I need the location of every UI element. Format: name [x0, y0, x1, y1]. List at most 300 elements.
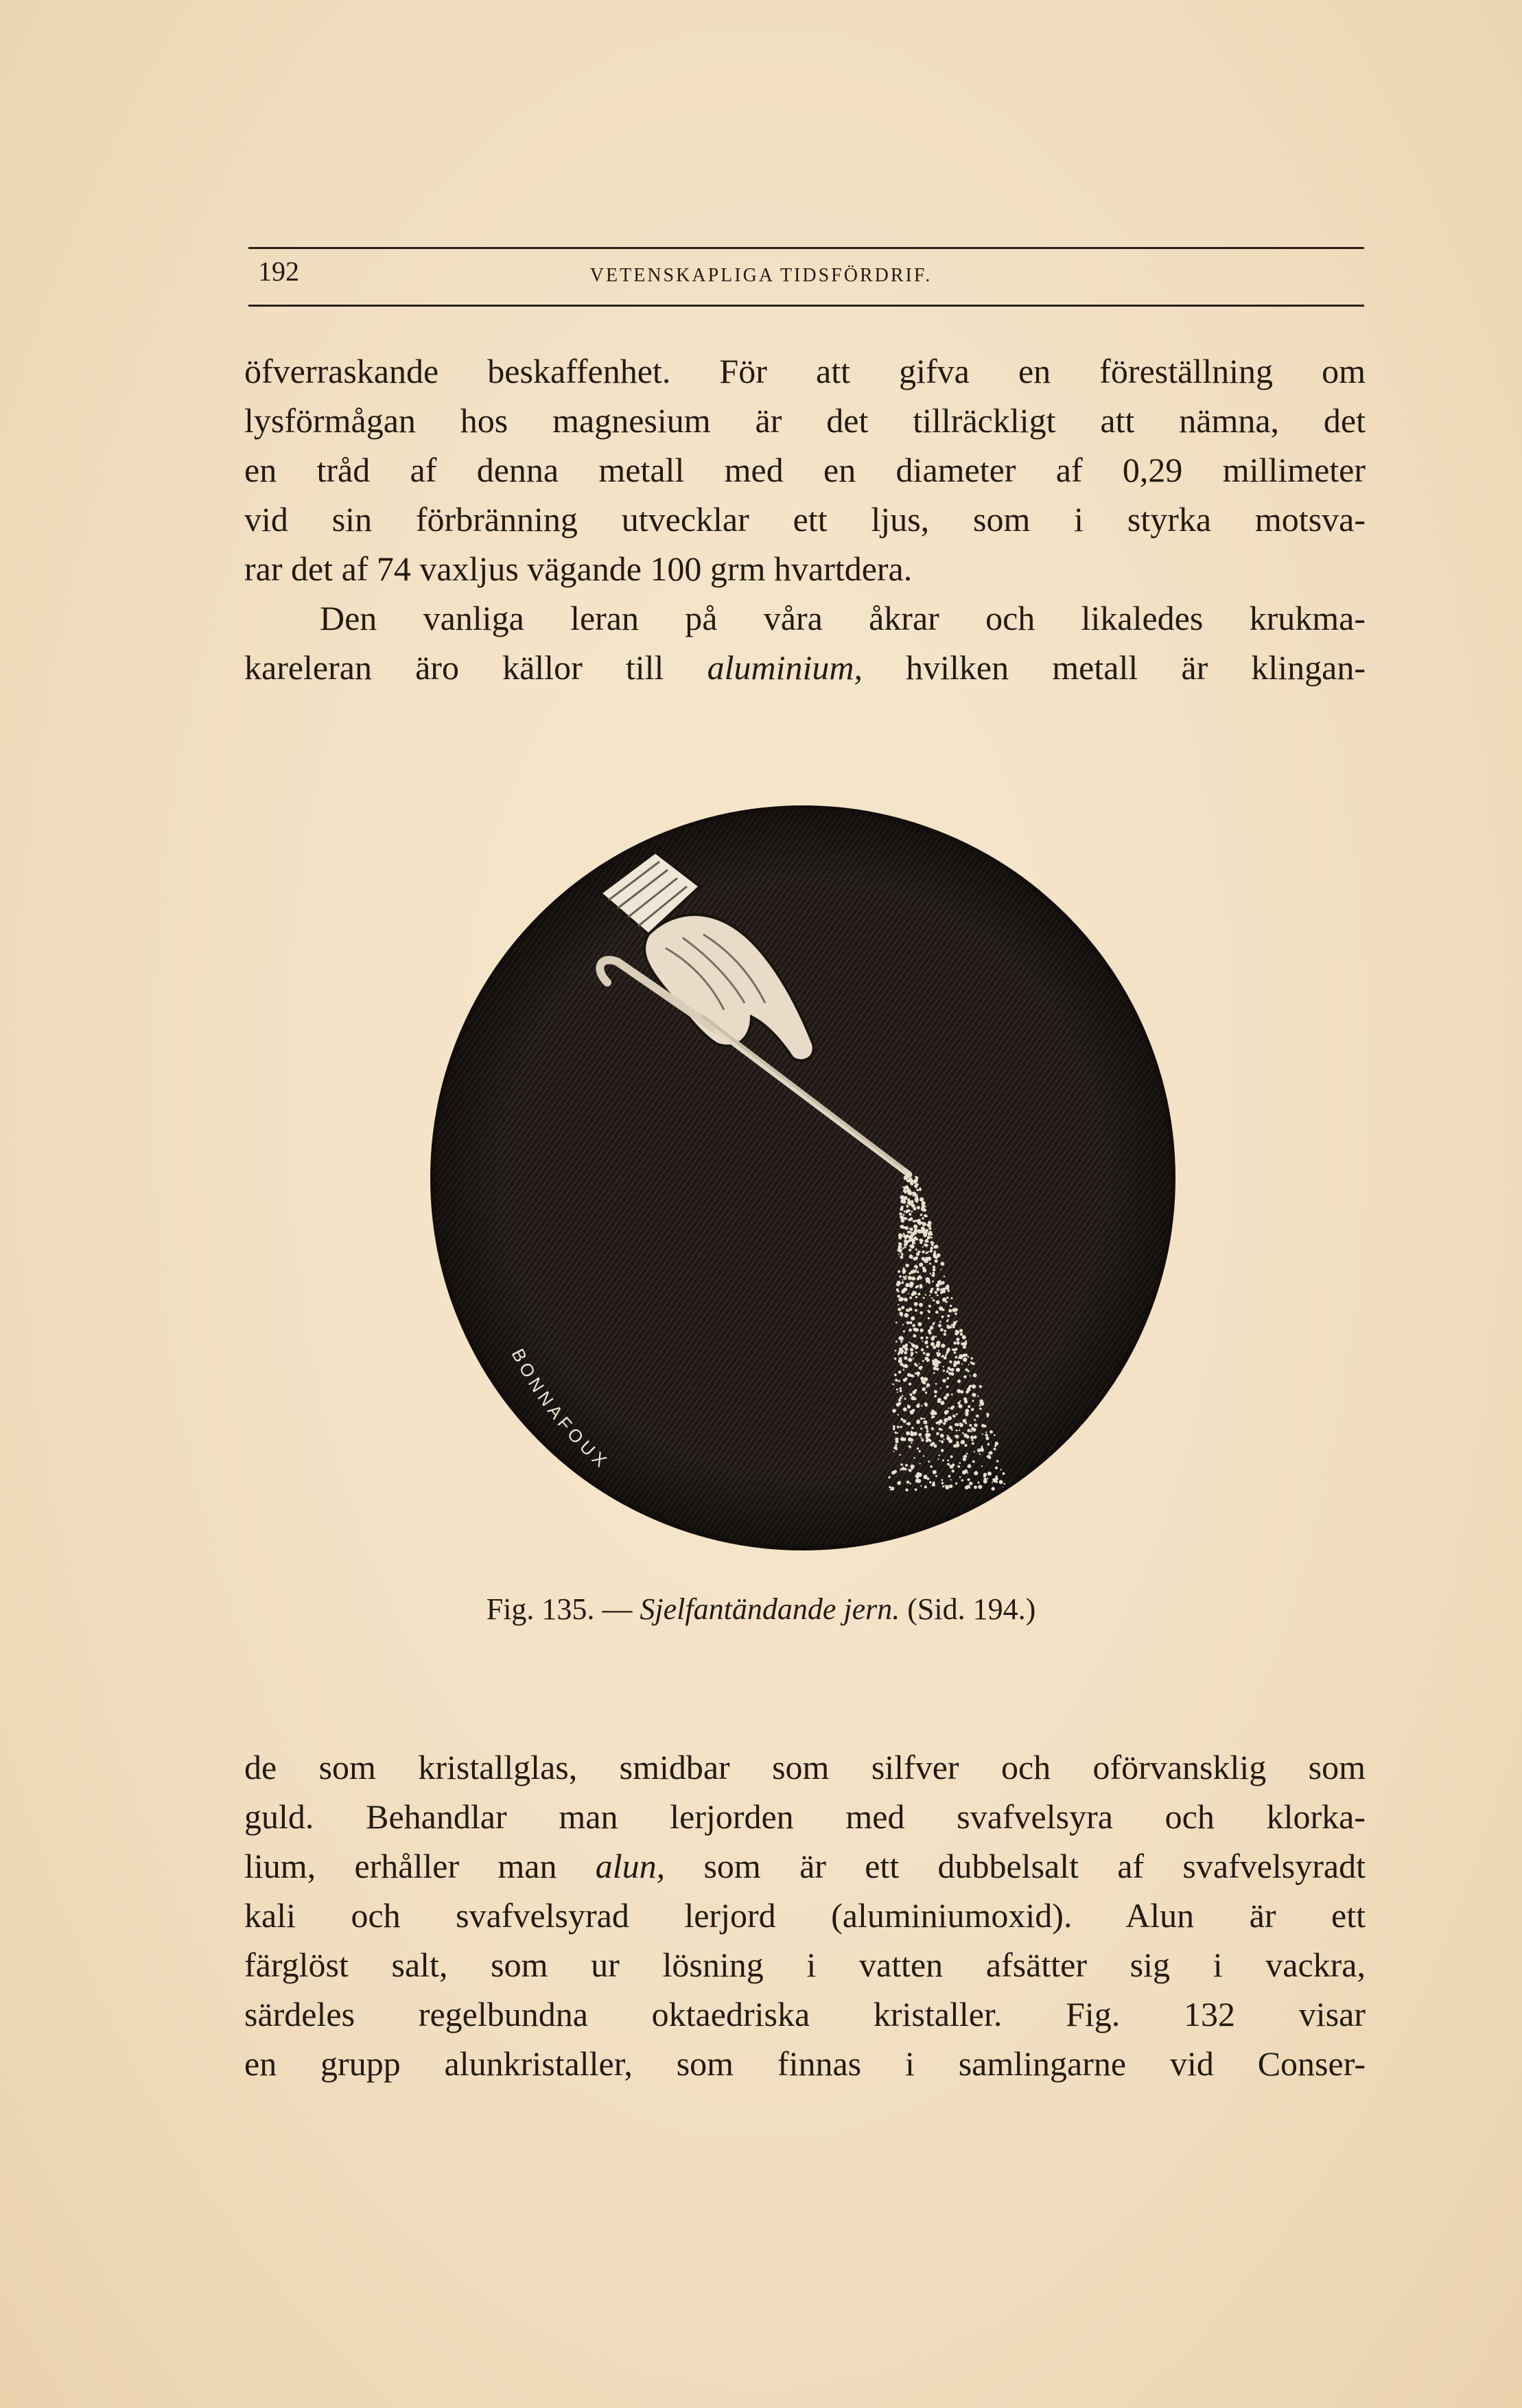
- spark: [916, 1404, 920, 1408]
- spark: [944, 1275, 946, 1277]
- spark: [949, 1360, 952, 1363]
- spark: [922, 1341, 924, 1342]
- spark: [934, 1251, 936, 1253]
- spark: [936, 1300, 940, 1304]
- spark: [926, 1433, 930, 1437]
- spark: [938, 1324, 941, 1327]
- spark: [941, 1479, 944, 1481]
- spark: [913, 1257, 917, 1260]
- spark: [965, 1409, 970, 1413]
- spark: [922, 1251, 925, 1254]
- spark: [933, 1416, 935, 1418]
- spark: [924, 1420, 928, 1424]
- text-line: öfverraskande beskaffenhet. För att gifva en föreställning om: [244, 352, 1366, 390]
- spark: [972, 1384, 976, 1389]
- spark: [901, 1306, 904, 1310]
- spark: [987, 1415, 989, 1417]
- spark: [949, 1426, 952, 1429]
- spark: [909, 1297, 912, 1299]
- spark: [950, 1305, 952, 1308]
- spark: [906, 1321, 910, 1325]
- spark: [932, 1442, 935, 1445]
- spark: [939, 1283, 941, 1285]
- spark: [910, 1227, 913, 1231]
- spark: [938, 1280, 941, 1284]
- spark: [904, 1468, 906, 1471]
- spark: [942, 1308, 945, 1311]
- spark: [895, 1341, 898, 1343]
- spark: [944, 1356, 947, 1360]
- spark: [921, 1348, 924, 1351]
- spark: [934, 1395, 937, 1397]
- spark: [920, 1251, 921, 1253]
- spark: [996, 1444, 998, 1445]
- spark: [900, 1351, 903, 1354]
- spark: [1000, 1469, 1002, 1470]
- spark: [900, 1341, 902, 1343]
- spark: [972, 1400, 974, 1402]
- spark: [907, 1405, 911, 1408]
- spark: [922, 1247, 924, 1248]
- spark: [900, 1437, 904, 1441]
- spark: [963, 1419, 967, 1423]
- spark: [945, 1485, 949, 1489]
- spark: [910, 1244, 914, 1249]
- spark: [928, 1227, 931, 1230]
- spark: [911, 1292, 915, 1296]
- spark: [931, 1297, 933, 1299]
- text-line: en grupp alunkristaller, som finnas i samlingarne vid Conser-: [244, 2044, 1366, 2083]
- spark: [914, 1302, 918, 1306]
- spark: [930, 1247, 933, 1249]
- spark: [915, 1328, 919, 1332]
- spark: [943, 1366, 944, 1367]
- spark: [909, 1255, 913, 1259]
- spark: [933, 1470, 937, 1474]
- spark: [964, 1469, 968, 1473]
- spark: [913, 1457, 915, 1459]
- spark: [947, 1463, 950, 1465]
- spark: [961, 1441, 965, 1444]
- spark: [904, 1211, 906, 1213]
- spark: [905, 1489, 908, 1491]
- spark: [990, 1431, 992, 1433]
- spark: [930, 1241, 933, 1244]
- spark: [930, 1412, 935, 1416]
- spark: [900, 1314, 903, 1317]
- spark: [920, 1417, 923, 1420]
- spark: [952, 1349, 955, 1351]
- spark: [946, 1351, 948, 1354]
- spark: [891, 1487, 895, 1491]
- spark: [959, 1404, 963, 1408]
- spark: [994, 1435, 996, 1437]
- spark: [920, 1214, 923, 1216]
- spark: [908, 1358, 912, 1362]
- spark: [931, 1244, 934, 1247]
- spark: [930, 1233, 933, 1236]
- spark: [909, 1393, 912, 1396]
- spark: [921, 1207, 925, 1212]
- spark: [932, 1274, 935, 1277]
- spark: [911, 1343, 913, 1345]
- spark: [957, 1402, 960, 1404]
- spark: [915, 1365, 917, 1367]
- text-line: en tråd af denna metall med en diameter af 0,29 millimeter: [244, 451, 1366, 489]
- spark: [958, 1380, 960, 1382]
- text-line: Den vanliga leran på våra åkrar och likaledes krukma-: [320, 599, 1366, 637]
- spark: [902, 1271, 905, 1274]
- spark: [933, 1299, 935, 1301]
- spark: [906, 1244, 907, 1246]
- spark: [912, 1324, 915, 1327]
- spark: [933, 1266, 935, 1268]
- spark: [895, 1432, 897, 1434]
- spark: [906, 1431, 910, 1435]
- spark: [944, 1333, 946, 1336]
- spark: [897, 1392, 898, 1393]
- spark: [933, 1322, 935, 1324]
- spark: [943, 1422, 946, 1425]
- spark: [910, 1200, 914, 1204]
- spark: [967, 1485, 970, 1488]
- spark: [971, 1408, 974, 1411]
- spark: [971, 1439, 973, 1441]
- spark: [904, 1347, 908, 1351]
- spark: [917, 1219, 920, 1222]
- spark: [972, 1461, 975, 1463]
- spark: [898, 1282, 901, 1284]
- spark: [963, 1456, 964, 1457]
- spark: [974, 1424, 977, 1427]
- spark: [968, 1478, 970, 1481]
- spark: [899, 1347, 903, 1351]
- text-run: hvilken metall är klingan-: [863, 648, 1366, 687]
- spark: [947, 1435, 949, 1437]
- spark: [927, 1251, 929, 1253]
- spark: [893, 1470, 897, 1474]
- spark: [929, 1295, 930, 1296]
- text-run: lium, erhåller man: [244, 1847, 596, 1885]
- spark: [898, 1380, 900, 1382]
- spark: [905, 1275, 907, 1277]
- text-line: rar det af 74 vaxljus vägande 100 grm hvartdera.: [244, 550, 913, 588]
- spark: [964, 1444, 967, 1447]
- spark: [893, 1451, 894, 1452]
- spark: [972, 1442, 974, 1445]
- spark: [895, 1321, 898, 1323]
- spark: [928, 1305, 931, 1308]
- spark: [916, 1372, 919, 1375]
- caption-reference: (Sid. 194.): [907, 1592, 1036, 1626]
- spark: [920, 1437, 922, 1439]
- spark: [917, 1322, 922, 1326]
- spark: [914, 1397, 917, 1400]
- spark: [903, 1408, 907, 1412]
- spark: [898, 1414, 899, 1415]
- spark: [957, 1389, 961, 1393]
- text-line: lysförmågan hos magnesium är det tillräckligt att nämna, det: [244, 401, 1366, 440]
- spark: [909, 1382, 911, 1385]
- spark: [974, 1485, 977, 1489]
- spark: [900, 1234, 903, 1237]
- spark: [950, 1479, 952, 1480]
- spark: [967, 1388, 971, 1392]
- spark: [941, 1315, 944, 1318]
- spark: [972, 1393, 976, 1397]
- spark: [920, 1377, 924, 1381]
- spark: [910, 1348, 913, 1351]
- spark: [979, 1453, 981, 1454]
- text-line: kali och svafvelsyrad lerjord (aluminiumoxid). Alun är ett: [244, 1896, 1366, 1935]
- spark: [903, 1419, 906, 1423]
- spark: [979, 1404, 981, 1406]
- spark: [944, 1396, 948, 1400]
- spark: [913, 1358, 914, 1359]
- spark: [981, 1445, 983, 1448]
- spark: [913, 1225, 917, 1229]
- spark: [939, 1343, 940, 1345]
- spark: [906, 1309, 909, 1312]
- spark: [948, 1290, 950, 1292]
- spark: [939, 1428, 941, 1430]
- spark: [981, 1424, 985, 1428]
- spark: [950, 1368, 954, 1371]
- spark: [906, 1423, 907, 1424]
- spark: [938, 1350, 939, 1351]
- spark: [915, 1221, 916, 1223]
- spark: [995, 1467, 998, 1469]
- spark: [898, 1249, 902, 1253]
- spark: [935, 1445, 937, 1447]
- spark: [926, 1229, 928, 1231]
- spark: [946, 1370, 949, 1373]
- spark: [992, 1482, 993, 1483]
- spark: [905, 1174, 909, 1177]
- spark: [917, 1206, 920, 1209]
- spark: [906, 1480, 910, 1484]
- engraver-signature: BONNAFOUX: [507, 1345, 614, 1474]
- spark: [941, 1482, 944, 1485]
- spark: [953, 1321, 957, 1325]
- spark: [933, 1253, 936, 1255]
- spark: [928, 1221, 932, 1225]
- spark: [911, 1211, 913, 1213]
- spark: [904, 1187, 906, 1190]
- spark: [935, 1291, 937, 1294]
- spark: [897, 1295, 900, 1298]
- spark: [916, 1194, 918, 1196]
- spark: [911, 1317, 915, 1321]
- spark: [909, 1469, 912, 1472]
- spark: [956, 1430, 958, 1432]
- text-line: guld. Behandlar man lerjorden med svafvelsyra och klorka-: [244, 1797, 1366, 1836]
- spark: [928, 1317, 930, 1319]
- spark: [939, 1440, 940, 1441]
- spark: [904, 1313, 909, 1317]
- spark: [928, 1310, 930, 1313]
- spark: [927, 1236, 930, 1239]
- spark: [930, 1342, 935, 1346]
- spark: [965, 1354, 968, 1357]
- spark: [935, 1336, 937, 1337]
- spark: [948, 1416, 952, 1420]
- spark: [921, 1199, 923, 1201]
- spark: [908, 1293, 909, 1295]
- spark: [907, 1373, 911, 1377]
- spark: [912, 1375, 914, 1377]
- spark: [937, 1354, 939, 1357]
- spark: [919, 1188, 922, 1191]
- spark: [909, 1321, 913, 1325]
- spark: [915, 1489, 917, 1491]
- spark: [933, 1482, 935, 1485]
- spark: [926, 1257, 928, 1259]
- spark: [902, 1288, 906, 1292]
- spark: [939, 1424, 940, 1425]
- spark: [939, 1362, 941, 1364]
- spark: [901, 1205, 904, 1208]
- spark: [983, 1473, 987, 1476]
- spark: [908, 1209, 911, 1212]
- spark: [952, 1469, 955, 1472]
- spark: [962, 1432, 964, 1435]
- spark: [904, 1398, 906, 1400]
- spark: [900, 1463, 903, 1466]
- spark: [947, 1459, 949, 1461]
- spark: [917, 1276, 920, 1278]
- spark: [931, 1337, 935, 1341]
- spark: [910, 1233, 913, 1237]
- spark: [978, 1485, 982, 1489]
- spark: [963, 1397, 967, 1401]
- spark: [928, 1439, 931, 1442]
- spark: [904, 1378, 907, 1380]
- spark: [956, 1423, 959, 1426]
- spark: [899, 1275, 902, 1278]
- spark: [898, 1336, 902, 1341]
- spark: [904, 1191, 906, 1194]
- spark: [905, 1464, 908, 1467]
- spark: [974, 1419, 976, 1421]
- spark: [910, 1483, 912, 1485]
- spark: [985, 1437, 989, 1440]
- spark: [946, 1437, 950, 1441]
- spark: [924, 1205, 926, 1207]
- spark: [915, 1176, 917, 1178]
- spark: [900, 1397, 902, 1400]
- spark: [903, 1233, 905, 1235]
- spark: [985, 1434, 988, 1437]
- page-number: 192: [258, 256, 299, 287]
- text-line: [244, 643, 1366, 692]
- spark: [952, 1326, 955, 1329]
- spark: [925, 1425, 928, 1428]
- spark: [900, 1418, 903, 1421]
- spark: [935, 1260, 938, 1263]
- spark: [925, 1404, 928, 1406]
- spark: [900, 1390, 902, 1393]
- spark: [918, 1433, 922, 1437]
- spark: [899, 1481, 901, 1483]
- spark: [917, 1271, 919, 1273]
- spark: [926, 1430, 929, 1433]
- spark: [954, 1351, 957, 1354]
- spark: [935, 1475, 937, 1477]
- spark: [927, 1240, 929, 1242]
- spark: [917, 1292, 920, 1295]
- spark: [942, 1355, 944, 1356]
- spark: [909, 1249, 911, 1251]
- spark: [940, 1328, 944, 1332]
- spark: [955, 1435, 959, 1439]
- spark: [941, 1262, 945, 1266]
- spark: [959, 1476, 961, 1478]
- spark: [904, 1297, 908, 1301]
- spark: [920, 1463, 921, 1464]
- spark: [904, 1277, 906, 1280]
- spark: [942, 1379, 946, 1383]
- spark: [948, 1407, 950, 1408]
- spark: [981, 1465, 983, 1467]
- spark: [964, 1454, 968, 1458]
- spark: [909, 1328, 912, 1332]
- spark: [979, 1408, 982, 1410]
- spark: [910, 1217, 913, 1220]
- spark: [908, 1276, 912, 1280]
- spark: [930, 1249, 933, 1253]
- text-line: färglöst salt, som ur lösning i vatten afsätter sig i vackra,: [244, 1946, 1366, 1984]
- spark: [898, 1304, 899, 1306]
- spark: [951, 1429, 953, 1431]
- spark: [977, 1395, 979, 1397]
- spark: [926, 1360, 928, 1362]
- spark: [970, 1430, 972, 1432]
- spark: [920, 1485, 922, 1487]
- spark: [933, 1346, 936, 1349]
- spark: [920, 1284, 923, 1288]
- spark: [933, 1272, 935, 1274]
- spark: [957, 1343, 959, 1345]
- spark: [992, 1487, 995, 1490]
- spark: [968, 1405, 970, 1408]
- spark: [901, 1219, 905, 1223]
- spark: [894, 1373, 897, 1376]
- spark: [959, 1355, 963, 1359]
- spark: [919, 1303, 923, 1307]
- spark: [904, 1246, 906, 1248]
- spark: [936, 1368, 939, 1371]
- spark: [895, 1444, 897, 1446]
- spark: [956, 1338, 959, 1341]
- spark: [993, 1478, 997, 1483]
- spark: [933, 1372, 935, 1374]
- spark: [942, 1459, 944, 1461]
- spark: [897, 1426, 900, 1428]
- spark: [917, 1421, 919, 1423]
- spark: [936, 1432, 939, 1435]
- spark: [898, 1371, 902, 1374]
- spark: [947, 1325, 950, 1329]
- spark: [915, 1309, 917, 1312]
- spark: [930, 1465, 933, 1468]
- spark: [917, 1479, 921, 1483]
- spark: [951, 1393, 953, 1395]
- spark: [946, 1410, 949, 1413]
- spark: [913, 1207, 916, 1210]
- spark: [941, 1344, 945, 1348]
- spark: [988, 1452, 991, 1454]
